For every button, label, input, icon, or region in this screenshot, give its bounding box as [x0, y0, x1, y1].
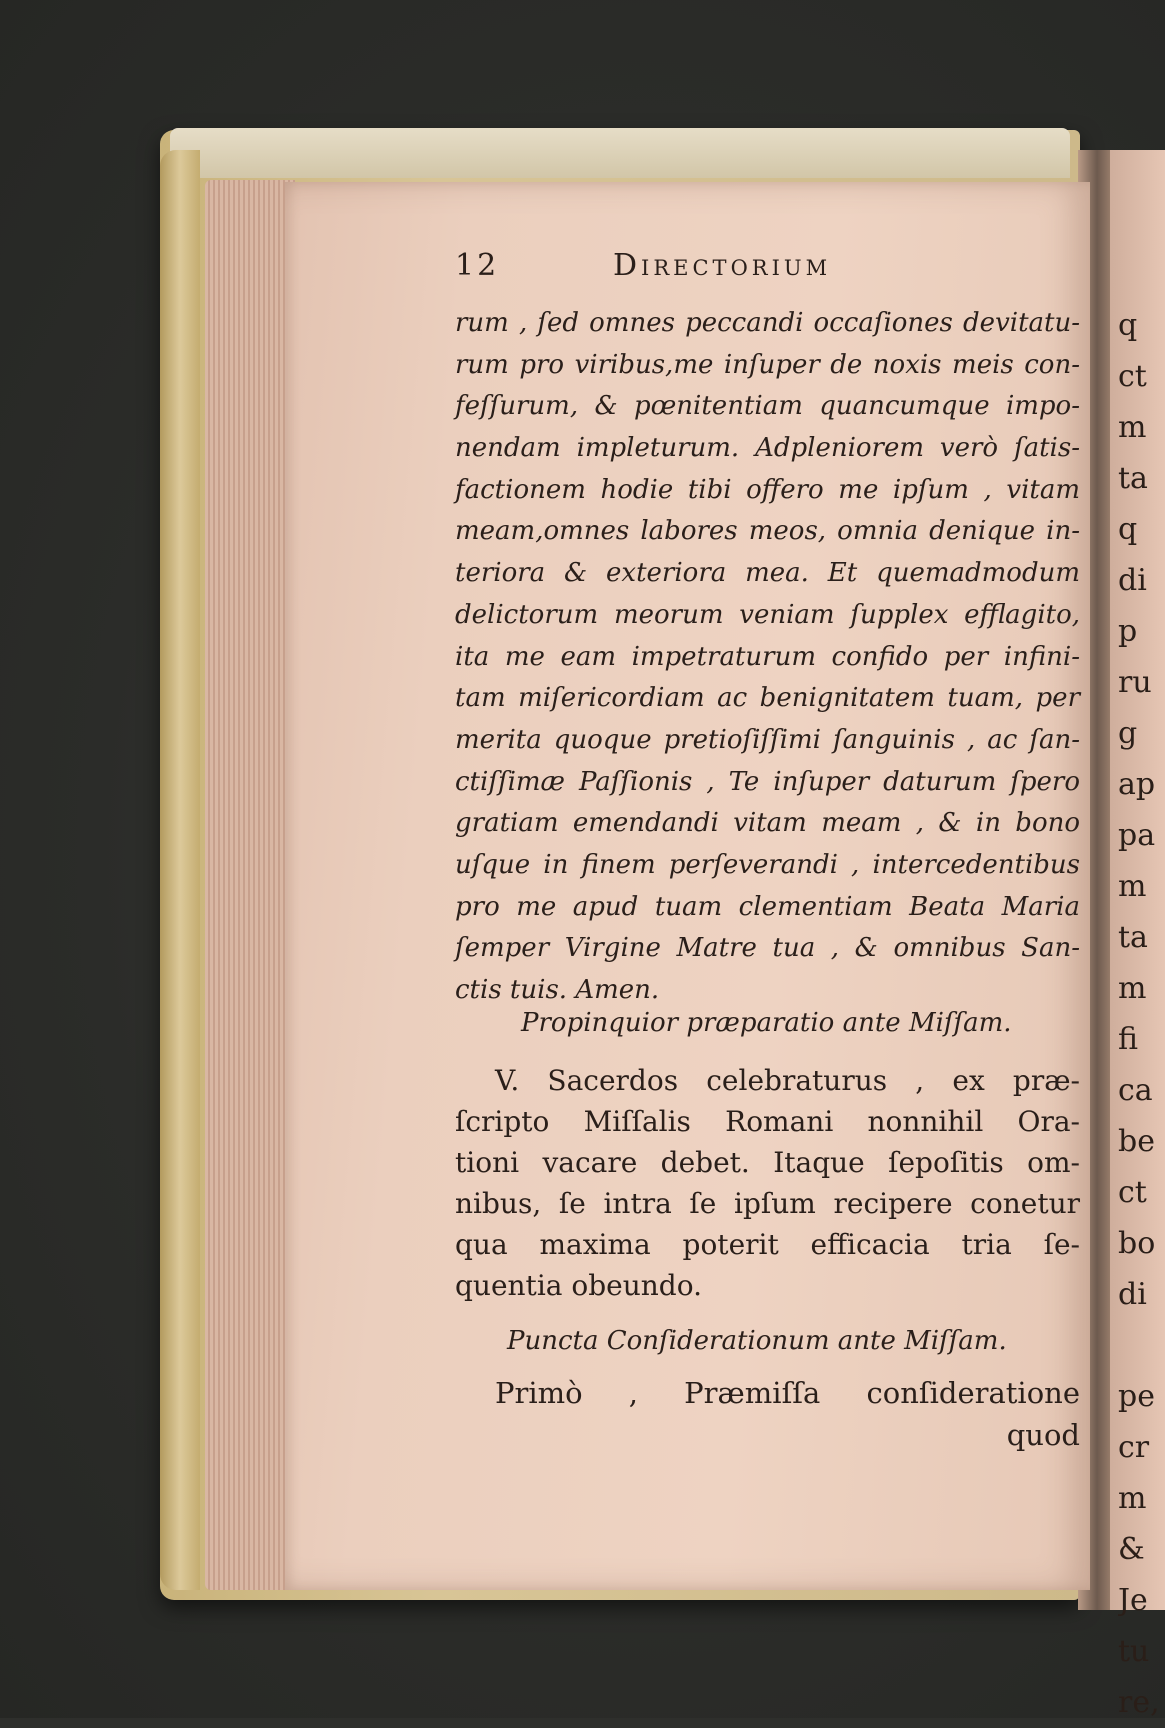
facing-line-fragment: di [1118, 1277, 1147, 1312]
facing-line-fragment: ct [1118, 359, 1147, 394]
text-line: tam miſericordiam ac benignitatem tuam, per [455, 683, 1080, 714]
facing-line-fragment: cr [1118, 1430, 1150, 1465]
facing-line-fragment: m [1118, 410, 1147, 445]
facing-line-fragment: bo [1118, 1226, 1156, 1261]
instruction-paragraph [455, 1060, 1080, 1306]
text-line: nendam impleturum. Adpleniorem verò ſatis- [455, 433, 1080, 464]
text-line: rum , ſed omnes peccandi occaſiones devitatu- [455, 308, 1080, 338]
page-header [455, 248, 1080, 288]
facing-line-fragment: ta [1118, 461, 1148, 496]
text-line: merita quoque pretioſiſſimi ſanguinis , ac ſan- [455, 724, 1080, 755]
facing-line-fragment: g [1118, 716, 1138, 751]
text-line: ſcripto Miſſalis Romani nonnihil Ora- [455, 1105, 1080, 1138]
facing-line-fragment: m [1118, 869, 1147, 904]
facing-line-fragment: & [1118, 1532, 1145, 1567]
facing-line-fragment: p [1118, 614, 1138, 649]
running-head: Directorium [613, 248, 832, 283]
facing-line-fragment [1118, 1320, 1165, 1371]
facing-line-fragment: pe [1118, 1379, 1155, 1414]
facing-line-fragment: ta [1118, 920, 1148, 955]
catchword: quod [1006, 1418, 1080, 1452]
text-line: factionem hodie tibi offero me ipſum , vitam [455, 474, 1080, 505]
facing-line-fragment: ca [1118, 1073, 1153, 1108]
facing-line-fragment: m [1118, 1481, 1147, 1516]
text-line: ctis tuis. Amen. [455, 975, 660, 1005]
text-line: teriora & exteriora mea. Et quemadmodum [455, 558, 1080, 589]
prayer-paragraph [455, 303, 1080, 1012]
binding-top-edge [170, 128, 1070, 178]
text-line: meam,omnes labores meos, omnia denique in- [455, 516, 1080, 547]
facing-line-fragment: Je [1118, 1583, 1148, 1618]
text-line: qua maxima poterit efficacia tria ſe- [455, 1228, 1080, 1261]
facing-line-fragment: be [1118, 1124, 1155, 1159]
facing-line-fragment: re, [1118, 1685, 1160, 1720]
facing-line-fragment: q [1118, 308, 1138, 343]
facing-line-fragment: fi [1118, 1022, 1139, 1057]
facing-line-fragment: tu [1118, 1634, 1150, 1669]
text-line: ita me eam impetraturum confido per infini- [455, 641, 1080, 672]
text-line: uſque in finem perſeverandi , intercedentibus [455, 849, 1080, 880]
facing-line-fragment: ap [1118, 767, 1156, 802]
facing-line-fragment: q [1118, 512, 1138, 547]
text-line: feſſurum, & pœnitentiam quancumque impo- [455, 391, 1080, 422]
facing-line-fragment: pa [1118, 818, 1156, 853]
text-line: rum pro viribus,me inſuper de noxis meis con- [455, 349, 1080, 380]
text-line: delictorum meorum veniam ſupplex efflagito, [455, 599, 1080, 630]
page-number: 12 [455, 248, 500, 283]
closing-line: Primò , Præmiſſa conſideratione [495, 1376, 1080, 1410]
binding-spine [160, 150, 200, 1590]
text-line: ſemper Virgine Matre tua , & omnibus San- [455, 933, 1080, 964]
text-line: quentia obeundo. [455, 1269, 702, 1302]
section-title: Propinquior præparatio ante Miſſam. [521, 1008, 1012, 1038]
facing-line-fragment: m [1118, 971, 1147, 1006]
page-stack-edges [205, 180, 295, 1590]
facing-line-fragment: ru [1118, 665, 1152, 700]
text-line: V. Sacerdos celebraturus , ex præ- [495, 1064, 1080, 1097]
facing-page-text [1118, 300, 1165, 1728]
text-line: pro me apud tuam clementiam Beata Maria [455, 891, 1080, 922]
text-line: ctiſſimæ Paſſionis , Te inſuper daturum ſpero [455, 766, 1080, 797]
facing-line-fragment: ct [1118, 1175, 1147, 1210]
facing-line-fragment: di [1118, 563, 1147, 598]
text-line: gratiam emendandi vitam meam , & in bono [455, 808, 1080, 839]
puncta-title: Puncta Conſiderationum ante Miſſam. [507, 1326, 1007, 1356]
text-line: nibus, ſe intra ſe ipſum recipere conetur [455, 1187, 1080, 1220]
text-line: tioni vacare debet. Itaque ſepoſitis om- [455, 1146, 1080, 1179]
